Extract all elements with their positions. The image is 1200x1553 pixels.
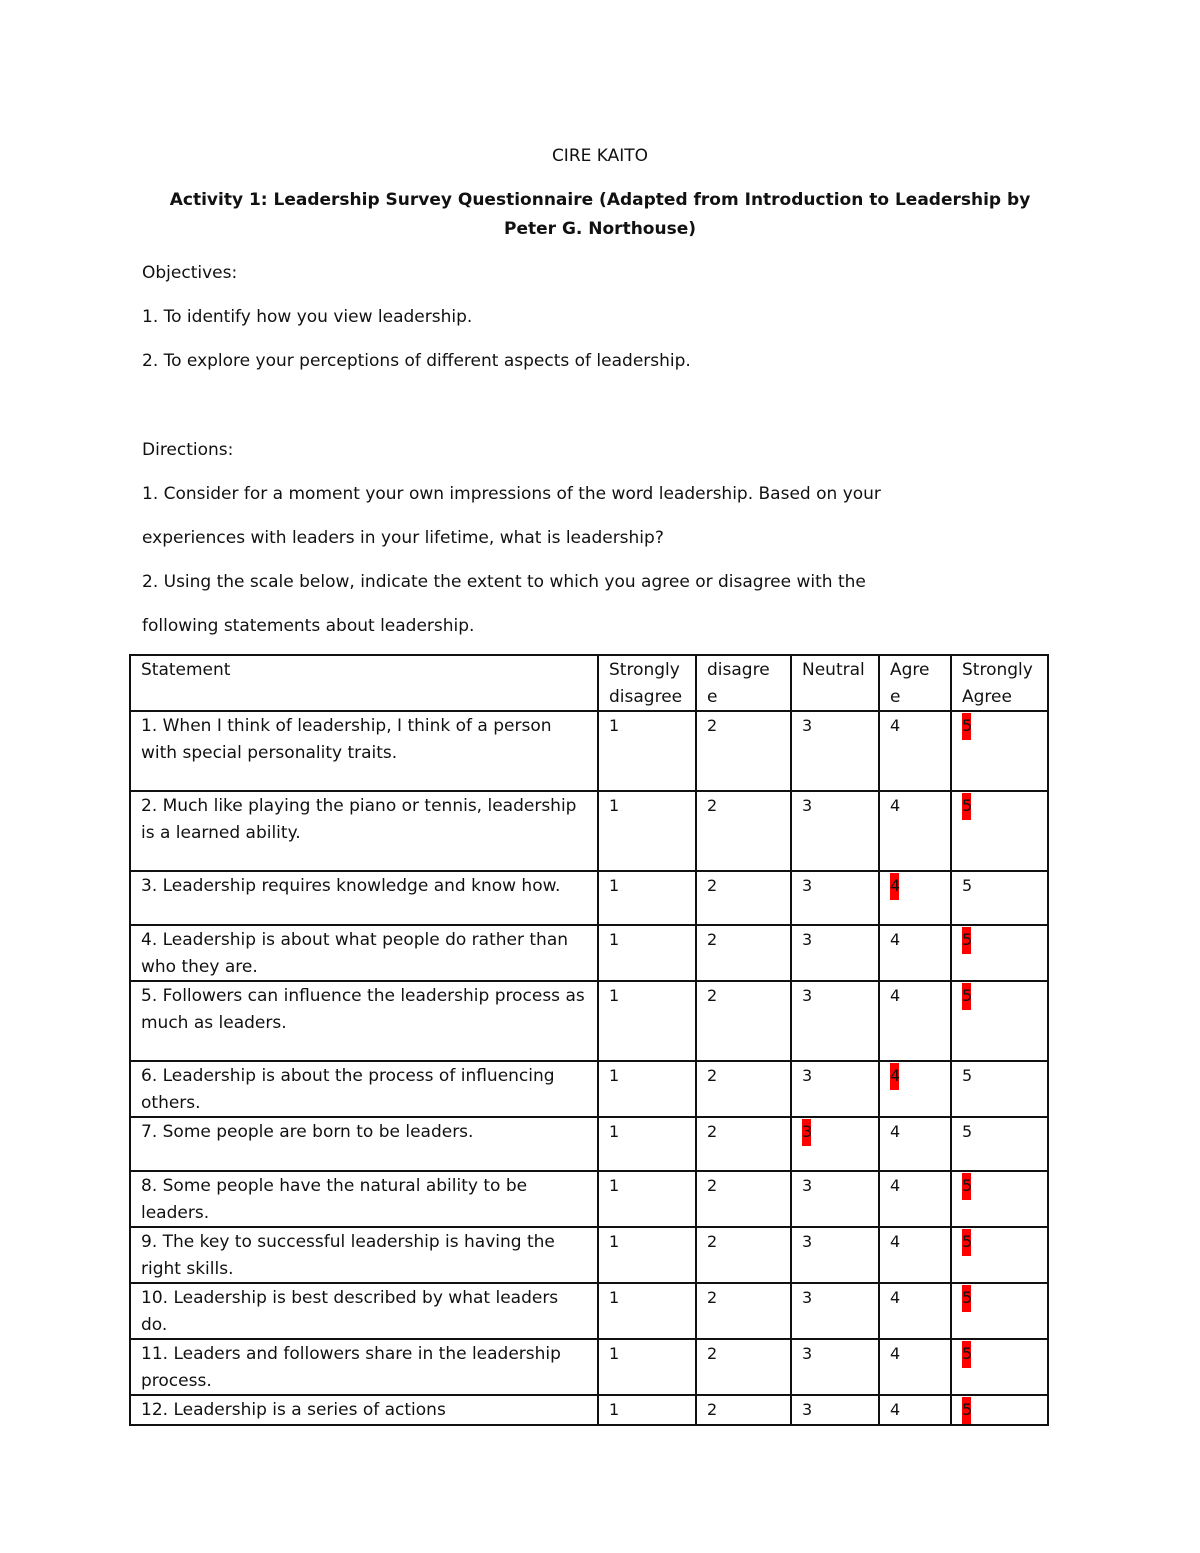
table-header-row — [130, 655, 1048, 711]
rating-value: 4 — [890, 1176, 901, 1195]
rating-cell — [598, 1171, 696, 1227]
rating-value: 3 — [802, 796, 813, 815]
rating-value: 4 — [890, 1122, 901, 1141]
rating-cell — [951, 711, 1048, 791]
rating-cell — [879, 791, 951, 871]
rating-value: 2 — [707, 716, 718, 735]
rating-cell — [696, 791, 791, 871]
rating-value: 3 — [802, 1400, 813, 1419]
rating-cell — [791, 1395, 879, 1425]
rating-cell — [951, 981, 1048, 1061]
selected-rating-mark: 3 — [802, 1119, 811, 1146]
table-row — [130, 1117, 1048, 1171]
rating-value: 4 — [890, 986, 901, 1005]
table-row — [130, 925, 1048, 981]
rating-value: 2 — [707, 1400, 718, 1419]
rating-value: 3 — [802, 1176, 813, 1195]
rating-cell — [598, 1061, 696, 1117]
rating-value: 3 — [802, 986, 813, 1005]
rating-cell — [598, 1283, 696, 1339]
rating-value: 1 — [609, 986, 620, 1005]
rating-value: 2 — [707, 1066, 718, 1085]
rating-value: 2 — [707, 1344, 718, 1363]
rating-cell — [598, 791, 696, 871]
activity-title: Activity 1: Leadership Survey Questionnaire (Adapted from Introduction to Leadership by Peter G. Northouse) — [169, 190, 1031, 239]
statement-cell: 8. Some people have the natural ability to be leaders. — [130, 1171, 598, 1227]
rating-cell — [696, 981, 791, 1061]
rating-value: 5 — [962, 876, 973, 895]
rating-cell — [879, 1283, 951, 1339]
rating-cell — [791, 1339, 879, 1395]
rating-value: 2 — [707, 1176, 718, 1195]
selected-rating-mark: 5 — [962, 793, 971, 820]
selected-rating-mark: 5 — [962, 1229, 971, 1256]
table-row — [130, 1339, 1048, 1395]
rating-value: 4 — [890, 1288, 901, 1307]
header-statement: Statement — [130, 655, 598, 711]
rating-cell — [696, 711, 791, 791]
rating-value: 1 — [609, 1232, 620, 1251]
rating-cell — [696, 1171, 791, 1227]
rating-cell — [598, 1339, 696, 1395]
objective-item: 1. To identify how you view leadership. — [142, 307, 473, 327]
rating-cell — [951, 1283, 1048, 1339]
rating-cell — [951, 1395, 1048, 1425]
directions-line: experiences with leaders in your lifetime, what is leadership? — [142, 528, 664, 548]
statement-cell: 10. Leadership is best described by what leaders do. — [130, 1283, 598, 1339]
table-row — [130, 1227, 1048, 1283]
rating-cell — [696, 1339, 791, 1395]
rating-value: 2 — [707, 1232, 718, 1251]
table-row — [130, 981, 1048, 1061]
rating-cell — [696, 925, 791, 981]
rating-value: 1 — [609, 1400, 620, 1419]
rating-cell — [598, 981, 696, 1061]
rating-value: 1 — [609, 1176, 620, 1195]
rating-value: 3 — [802, 1344, 813, 1363]
directions-line: following statements about leadership. — [142, 616, 475, 636]
selected-rating-mark: 5 — [962, 927, 971, 954]
rating-cell — [696, 1395, 791, 1425]
statement-cell: 12. Leadership is a series of actions — [130, 1395, 598, 1425]
rating-cell — [791, 1227, 879, 1283]
rating-value: 2 — [707, 986, 718, 1005]
rating-cell — [696, 1283, 791, 1339]
rating-value: 4 — [890, 930, 901, 949]
rating-cell — [598, 711, 696, 791]
table-row — [130, 791, 1048, 871]
table-row — [130, 1171, 1048, 1227]
rating-cell — [791, 1171, 879, 1227]
table-row — [130, 1283, 1048, 1339]
rating-value: 1 — [609, 796, 620, 815]
rating-value: 2 — [707, 1122, 718, 1141]
selected-rating-mark: 5 — [962, 1341, 971, 1368]
rating-cell — [879, 981, 951, 1061]
statement-cell: 11. Leaders and followers share in the leadership process. — [130, 1339, 598, 1395]
rating-value: 5 — [962, 1066, 973, 1085]
rating-cell — [879, 1339, 951, 1395]
rating-cell — [791, 925, 879, 981]
table-row — [130, 1395, 1048, 1425]
rating-value: 1 — [609, 716, 620, 735]
rating-cell — [696, 871, 791, 925]
directions-line: 2. Using the scale below, indicate the extent to which you agree or disagree with the — [142, 572, 866, 592]
rating-cell — [598, 1395, 696, 1425]
rating-cell — [879, 925, 951, 981]
statement-cell: 9. The key to successful leadership is having the right skills. — [130, 1227, 598, 1283]
statement-cell: 2. Much like playing the piano or tennis, leadership is a learned ability. — [130, 791, 598, 871]
rating-cell — [791, 711, 879, 791]
rating-cell — [951, 791, 1048, 871]
statement-cell: 7. Some people are born to be leaders. — [130, 1117, 598, 1171]
rating-cell — [879, 1395, 951, 1425]
rating-cell — [951, 1061, 1048, 1117]
rating-value: 4 — [890, 1400, 901, 1419]
selected-rating-mark: 5 — [962, 713, 971, 740]
author-name: CIRE KAITO — [551, 146, 649, 166]
selected-rating-mark: 5 — [962, 983, 971, 1010]
survey-table — [129, 654, 1049, 1426]
directions-line: 1. Consider for a moment your own impressions of the word leadership. Based on your — [142, 484, 881, 504]
table-row — [130, 1061, 1048, 1117]
rating-cell — [696, 1117, 791, 1171]
directions-heading: Directions: — [142, 440, 234, 460]
rating-value: 4 — [890, 716, 901, 735]
statement-cell: 3. Leadership requires knowledge and know how. — [130, 871, 598, 925]
rating-cell — [879, 1227, 951, 1283]
header-agree: Agre e — [879, 655, 951, 711]
rating-value: 3 — [802, 1232, 813, 1251]
rating-value: 5 — [962, 1122, 973, 1141]
statement-cell: 5. Followers can influence the leadership process as much as leaders. — [130, 981, 598, 1061]
rating-value: 3 — [802, 930, 813, 949]
rating-cell — [951, 871, 1048, 925]
rating-cell — [791, 871, 879, 925]
rating-cell — [598, 1117, 696, 1171]
rating-cell — [598, 1227, 696, 1283]
rating-cell — [598, 871, 696, 925]
selected-rating-mark: 4 — [890, 1063, 899, 1090]
selected-rating-mark: 5 — [962, 1285, 971, 1312]
rating-value: 3 — [802, 716, 813, 735]
rating-cell — [598, 925, 696, 981]
rating-cell — [879, 711, 951, 791]
rating-value: 2 — [707, 1288, 718, 1307]
rating-value: 1 — [609, 1122, 620, 1141]
header-strongly-disagree: Strongly disagree — [598, 655, 696, 711]
rating-cell — [879, 1117, 951, 1171]
rating-value: 1 — [609, 1344, 620, 1363]
rating-cell — [791, 1061, 879, 1117]
selected-rating-mark: 5 — [962, 1173, 971, 1200]
rating-value: 1 — [609, 1288, 620, 1307]
header-disagree: disagre e — [696, 655, 791, 711]
rating-value: 3 — [802, 876, 813, 895]
objective-item: 2. To explore your perceptions of different aspects of leadership. — [142, 351, 691, 371]
rating-value: 4 — [890, 1232, 901, 1251]
rating-cell — [951, 1339, 1048, 1395]
selected-rating-mark: 4 — [890, 873, 899, 900]
rating-value: 2 — [707, 796, 718, 815]
rating-cell — [951, 1171, 1048, 1227]
statement-cell: 4. Leadership is about what people do rather than who they are. — [130, 925, 598, 981]
rating-value: 3 — [802, 1066, 813, 1085]
statement-cell: 6. Leadership is about the process of influencing others. — [130, 1061, 598, 1117]
table-row — [130, 871, 1048, 925]
rating-cell — [791, 1283, 879, 1339]
rating-cell — [696, 1061, 791, 1117]
header-neutral: Neutral — [791, 655, 879, 711]
objectives-heading: Objectives: — [142, 263, 238, 283]
statement-cell: 1. When I think of leadership, I think of a person with special personality traits. — [130, 711, 598, 791]
table-row — [130, 711, 1048, 791]
rating-cell — [696, 1227, 791, 1283]
header-strongly-agree: Strongly Agree — [951, 655, 1048, 711]
rating-cell — [879, 1061, 951, 1117]
rating-value: 4 — [890, 796, 901, 815]
rating-value: 1 — [609, 1066, 620, 1085]
rating-value: 2 — [707, 876, 718, 895]
rating-cell — [951, 1227, 1048, 1283]
rating-value: 1 — [609, 930, 620, 949]
rating-value: 4 — [890, 1344, 901, 1363]
rating-cell — [951, 925, 1048, 981]
rating-cell — [791, 791, 879, 871]
rating-value: 2 — [707, 930, 718, 949]
rating-value: 3 — [802, 1288, 813, 1307]
rating-cell — [791, 981, 879, 1061]
rating-cell — [791, 1117, 879, 1171]
selected-rating-mark: 5 — [962, 1397, 971, 1424]
rating-cell — [951, 1117, 1048, 1171]
rating-cell — [879, 1171, 951, 1227]
rating-value: 1 — [609, 876, 620, 895]
rating-cell — [879, 871, 951, 925]
